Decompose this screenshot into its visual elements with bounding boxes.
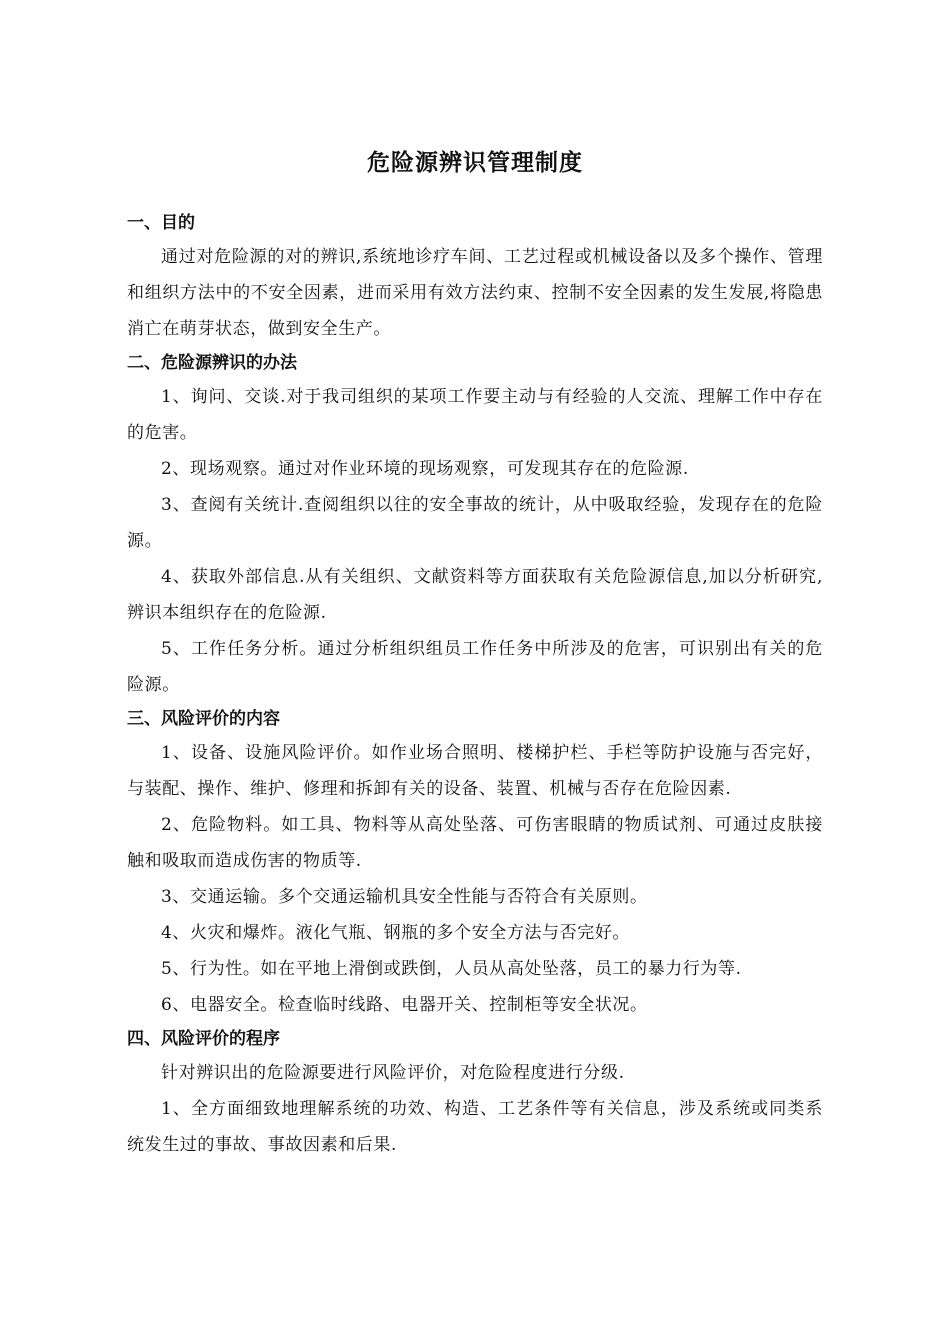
paragraph: 3、交通运输。多个交通运输机具安全性能与否符合有关原则。 [161, 887, 648, 907]
paragraph: 1、全方面细致地理解系统的功效、构造、工艺条件等有关信息，涉及系统或同类系统发生过的事故、事故因素和后果. [127, 1099, 823, 1155]
section-risk-assessment-procedure [127, 1023, 823, 1163]
paragraph: 通过对危险源的对的辨识,系统地诊疗车间、工艺过程或机械设备以及多个操作、管理和组织方法中的不安全因素，进而采用有效方法约束、控制不安全因素的发生发展,将隐患消亡在萌芽状态，做到安全生产。 [127, 247, 823, 339]
paragraph: 5、工作任务分析。通过分析组织组员工作任务中所涉及的危害，可识别出有关的危险源。 [127, 639, 823, 695]
section-risk-assessment-content [127, 703, 823, 1023]
paragraph: 1、询问、交谈.对于我司组织的某项工作要主动与有经验的人交流、理解工作中存在的危害。 [127, 387, 823, 443]
paragraph: 4、火灾和爆炸。液化气瓶、钢瓶的多个安全方法与否完好。 [161, 923, 631, 943]
paragraph: 针对辨识出的危险源要进行风险评价，对危险程度进行分级. [161, 1063, 625, 1083]
paragraph: 3、查阅有关统计.查阅组织以往的安全事故的统计，从中吸取经验，发现存在的危险源。 [127, 495, 823, 551]
section-heading: 二、危险源辨识的办法 [127, 353, 297, 373]
section-heading: 一、目的 [127, 213, 195, 233]
paragraph: 5、行为性。如在平地上滑倒或跌倒，人员从高处坠落，员工的暴力行为等. [161, 959, 742, 979]
paragraph: 2、危险物料。如工具、物料等从高处坠落、可伤害眼睛的物质试剂、可通过皮肤接触和吸取而造成伤害的物质等. [127, 815, 823, 871]
section-identification-methods [127, 347, 823, 703]
paragraph: 4、获取外部信息.从有关组织、文献资料等方面获取有关危险源信息,加以分析研究,辨识本组织存在的危险源. [127, 567, 823, 623]
document-page [127, 146, 823, 1163]
section-purpose [127, 207, 823, 347]
section-heading: 三、风险评价的内容 [127, 709, 280, 729]
paragraph: 6、电器安全。检查临时线路、电器开关、控制柜等安全状况。 [161, 995, 648, 1015]
paragraph: 2、现场观察。通过对作业环境的现场观察，可发现其存在的危险源. [161, 459, 689, 479]
document-title: 危险源辨识管理制度 [367, 150, 583, 176]
section-heading: 四、风险评价的程序 [127, 1029, 280, 1049]
paragraph: 1、设备、设施风险评价。如作业场合照明、楼梯护栏、手栏等防护设施与否完好，与装配、操作、维护、修理和拆卸有关的设备、装置、机械与否存在危险因素. [127, 743, 823, 799]
